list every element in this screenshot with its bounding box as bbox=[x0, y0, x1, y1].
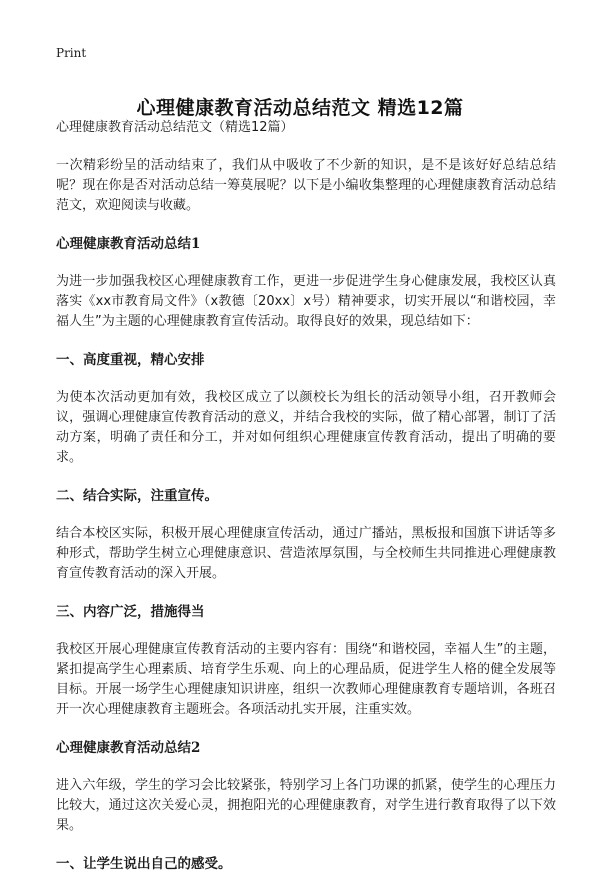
section-heading-2: 二、结合实际，注重宣传。 bbox=[56, 488, 218, 504]
section-heading-3: 三、内容广泛，措施得当 bbox=[56, 604, 205, 620]
document-subtitle: 心理健康教育活动总结范文（精选12篇） bbox=[56, 120, 294, 135]
section-paragraph-2: 结合本校区实际，积极开展心理健康宣传活动，通过广播站，黑板报和国旗下讲话等多种形式，帮助学生树立心理健康意识、营造浓厚氛围，与全校师生共同推进心理健康教育宣传教育活动的深入开展。 bbox=[56, 526, 556, 581]
summary-1-intro: 为进一步加强我校区心理健康教育工作，更进一步促进学生身心健康发展，我校区认真落实《xx市教育局文件》（x教德〔20xx〕x号）精神要求，切实开展以“和谐校园，幸福人生”为主题的心理健康教育宣传活动。取得良好的效果，现总结如下： bbox=[56, 274, 556, 329]
document-body bbox=[56, 118, 556, 892]
section-paragraph-3: 我校区开展心理健康宣传教育活动的主要内容有：围绕“和谐校园，幸福人生”的主题，紧扣提高学生心理素质、培育学生乐观、向上的心理品质，促进学生人格的健全发展等目标。开展一场学生心理健康知识讲座，组织一次教师心理健康教育专题培训，各班召开一次心理健康教育主题班会。各项活动扎实开展，注重实效。 bbox=[56, 642, 556, 717]
summary-2-section-heading-1: 一、让学生说出自己的感受。 bbox=[56, 856, 232, 872]
intro-paragraph: 一次精彩纷呈的活动结束了，我们从中吸收了不少新的知识，是不是该好好总结总结呢？现在你是否对活动总结一筹莫展呢？以下是小编收集整理的心理健康教育活动总结范文，欢迎阅读与收藏。 bbox=[56, 158, 556, 213]
summary-2-intro: 进入六年级，学生的学习会比较紧张，特别学习上各门功课的抓紧，使学生的心理压力比较大，通过这次关爱心灵，拥抱阳光的心理健康教育，对学生进行教育取得了以下效果。 bbox=[56, 778, 556, 833]
section-heading-1: 一、高度重视，精心安排 bbox=[56, 352, 205, 368]
section-paragraph-1: 为使本次活动更加有效，我校区成立了以颜校长为组长的活动领导小组，召开教师会议，强调心理健康宣传教育活动的意义，并结合我校的实际，做了精心部署，制订了活动方案，明确了责任和分工，并对如何组织心理健康宣传教育活动，提出了明确的要求。 bbox=[56, 390, 556, 465]
print-link[interactable]: Print bbox=[56, 46, 87, 60]
summary-1-heading: 心理健康教育活动总结1 bbox=[56, 236, 201, 252]
document-title: 心理健康教育活动总结范文 精选12篇 bbox=[136, 96, 464, 119]
summary-2-heading: 心理健康教育活动总结2 bbox=[56, 740, 201, 756]
